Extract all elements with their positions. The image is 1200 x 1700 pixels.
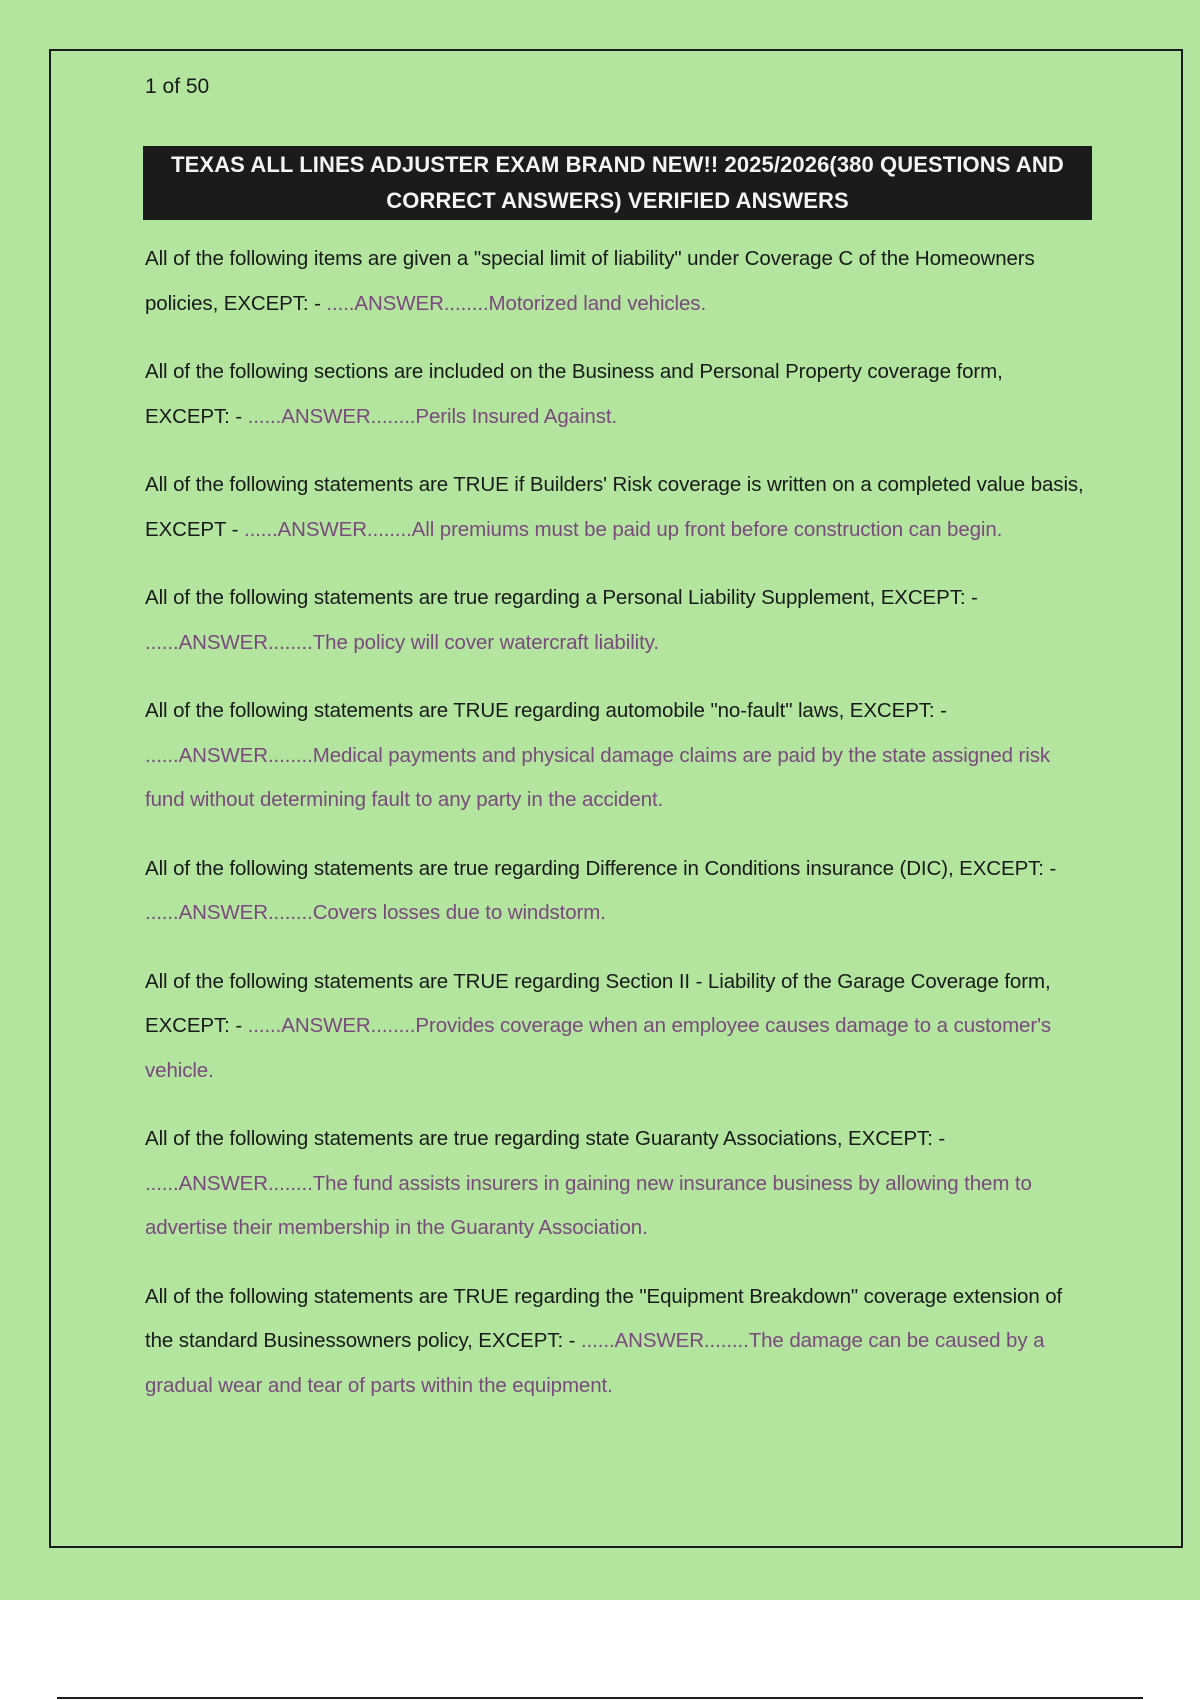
answer-text: ......ANSWER........Provides coverage when an employee causes damage to a customer's vehicle. — [145, 1014, 1052, 1082]
answer-text: ......ANSWER........The fund assists insurers in gaining new insurance business by allowing them to advertise their membership in the Guaranty Association. — [145, 1171, 1032, 1239]
question-list — [145, 237, 1090, 1432]
question-item — [145, 1275, 1090, 1409]
question-text: All of the following items are given a "special limit of liability" under Coverage C of the Homeowners policies, EXCEPT: - — [145, 247, 1035, 315]
answer-text: ......ANSWER........All premiums must be paid up front before construction can begin. — [243, 517, 1003, 541]
bottom-divider — [57, 1697, 1143, 1699]
question-text: All of the following statements are true regarding a Personal Liability Supplement, EXCEPT: - — [145, 586, 978, 609]
question-text: All of the following sections are included on the Business and Personal Property coverage form, EXCEPT: - — [145, 360, 1003, 428]
answer-text: ......ANSWER........Medical payments and physical damage claims are paid by the state assigned risk fund without determining fault to any party in the accident. — [145, 743, 1051, 811]
question-item — [145, 960, 1090, 1094]
question-item — [145, 847, 1090, 936]
question-item — [145, 237, 1090, 326]
question-item — [145, 463, 1090, 552]
answer-text: .....ANSWER........Motorized land vehicles. — [326, 291, 707, 315]
question-text: All of the following statements are TRUE regarding the "Equipment Breakdown" coverage extension of the standard Businessowners policy, EXCEPT: - — [145, 1284, 1063, 1352]
question-item — [145, 576, 1090, 665]
question-text: All of the following statements are TRUE regarding Section II - Liability of the Garage Coverage form, EXCEPT: - — [145, 969, 1051, 1037]
question-item — [145, 1117, 1090, 1251]
page-counter: 1 of 50 — [145, 75, 210, 98]
answer-text: ......ANSWER........The policy will cover watercraft liability. — [145, 630, 659, 654]
question-item — [145, 350, 1090, 439]
question-text: All of the following statements are TRUE regarding automobile "no-fault" laws, EXCEPT: - — [145, 699, 947, 722]
answer-text: ......ANSWER........Covers losses due to windstorm. — [145, 901, 606, 924]
question-text: All of the following statements are TRUE if Builders' Risk coverage is written on a completed value basis, EXCEPT - — [145, 473, 1084, 541]
question-item — [145, 689, 1090, 823]
question-text: All of the following statements are true regarding Difference in Conditions insurance (DIC), EXCEPT: - — [145, 856, 1057, 880]
answer-text: ......ANSWER........Perils Insured Against. — [247, 404, 618, 428]
document-title: TEXAS ALL LINES ADJUSTER EXAM BRAND NEW!! 2025/2026(380 QUESTIONS AND CORRECT ANSWERS) VERIFIED ANSWERS — [143, 146, 1092, 220]
answer-text: ......ANSWER........The damage can be caused by a gradual wear and tear of parts within the equipment. — [145, 1329, 1045, 1397]
question-text: All of the following statements are true regarding state Guaranty Associations, EXCEPT: - — [145, 1127, 946, 1150]
